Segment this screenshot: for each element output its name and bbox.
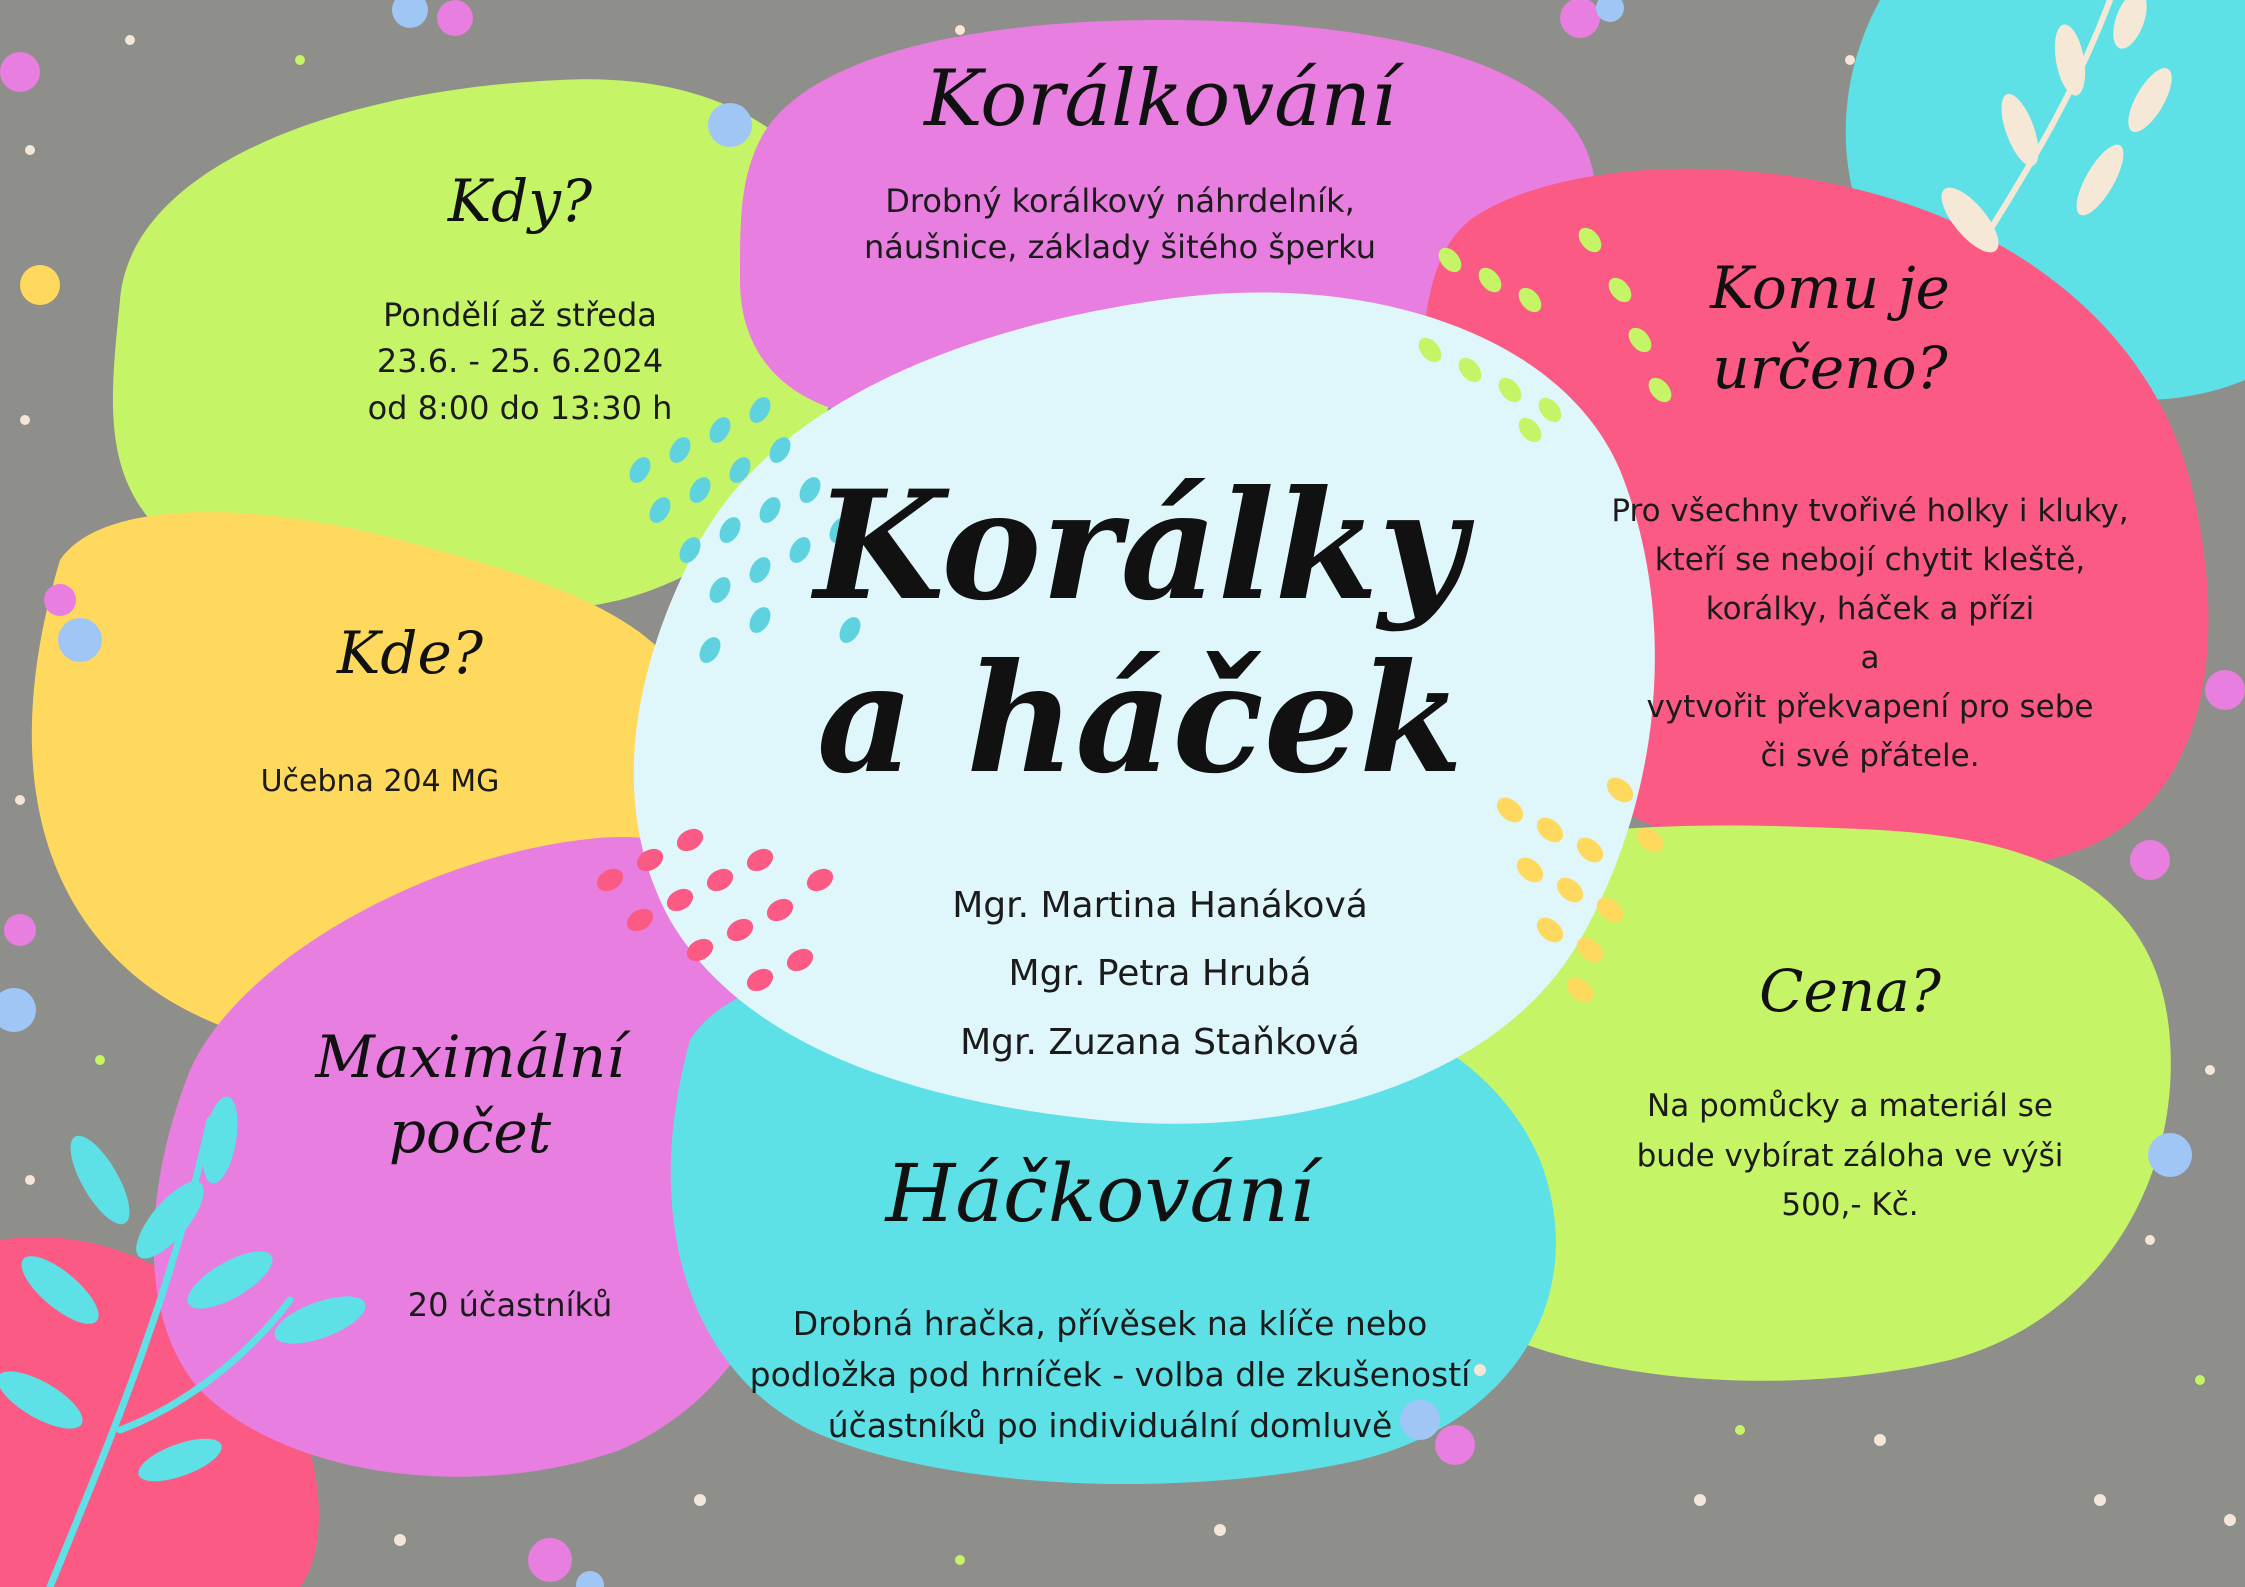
- komu-heading-line: určeno?: [1712, 334, 1948, 403]
- kde-heading: Kde?: [337, 619, 483, 687]
- teacher-name: Mgr. Petra Hrubá: [1008, 953, 1312, 995]
- komu-heading: [1650, 248, 2010, 408]
- komu-line: Pro všechny tvořivé holky i kluky,: [1611, 493, 2129, 529]
- komu-line: kteří se nebojí chytit kleště,: [1654, 541, 2086, 578]
- hackovani-text: [730, 1298, 1490, 1451]
- komu-line: vytvořit překvapení pro sebe: [1646, 688, 2094, 725]
- hackovani-line: účastníků po individuální domluvě: [827, 1406, 1393, 1446]
- koralkovani-line: náušnice, základy šitého šperku: [864, 228, 1376, 267]
- komu-heading-line: Komu je: [1710, 254, 1950, 322]
- maximalni-heading-line: Maximální: [315, 1023, 625, 1091]
- cena-line: bude vybírat záloha ve výši: [1636, 1137, 2064, 1174]
- komu-line: či své přátele.: [1760, 737, 1980, 774]
- kdy-line: od 8:00 do 13:30 h: [367, 388, 673, 427]
- maximalni-heading-line: počet: [388, 1098, 552, 1167]
- kdy-text: [320, 292, 720, 431]
- teacher-name: Mgr. Zuzana Staňková: [960, 1021, 1360, 1063]
- main-title-line1: Korálky: [814, 458, 1466, 634]
- main-title: [780, 460, 1500, 805]
- hackovani-line: podložka pod hrníček - volba dle zkušeností: [749, 1355, 1471, 1395]
- kdy-line: 23.6. - 25. 6.2024: [376, 342, 664, 381]
- kde-text: [180, 760, 580, 804]
- koralkovani-line: Drobný korálkový náhrdelník,: [885, 182, 1355, 220]
- kde-line: Učebna 204 MG: [260, 764, 500, 799]
- main-title-line2: a háček: [816, 630, 1464, 807]
- maximalni-line: 20 účastníků: [407, 1286, 613, 1324]
- komu-line: korálky, háček a přízi: [1705, 590, 2035, 627]
- teacher-name: Mgr. Martina Hanáková: [952, 885, 1368, 926]
- hackovani-heading: Háčkování: [885, 1147, 1315, 1240]
- maximalni-heading: [260, 1020, 680, 1171]
- kdy-heading: Kdy?: [447, 167, 593, 235]
- maximalni-text: [320, 1282, 700, 1328]
- cena-text: [1580, 1082, 2120, 1231]
- teachers-list: [860, 872, 1460, 1077]
- kdy-line: Pondělí až středa: [383, 296, 657, 334]
- koralkovani-text: [780, 178, 1460, 271]
- cena-heading: Cena?: [1759, 957, 1941, 1025]
- cena-line: Na pomůcky a materiál se: [1647, 1088, 2053, 1124]
- hackovani-line: Drobná hračka, přívěsek na klíče nebo: [792, 1304, 1428, 1343]
- koralkovani-heading: Korálkování: [924, 54, 1396, 144]
- komu-text: [1590, 487, 2150, 781]
- komu-line: a: [1860, 639, 1880, 676]
- cena-line: 500,- Kč.: [1781, 1187, 1919, 1224]
